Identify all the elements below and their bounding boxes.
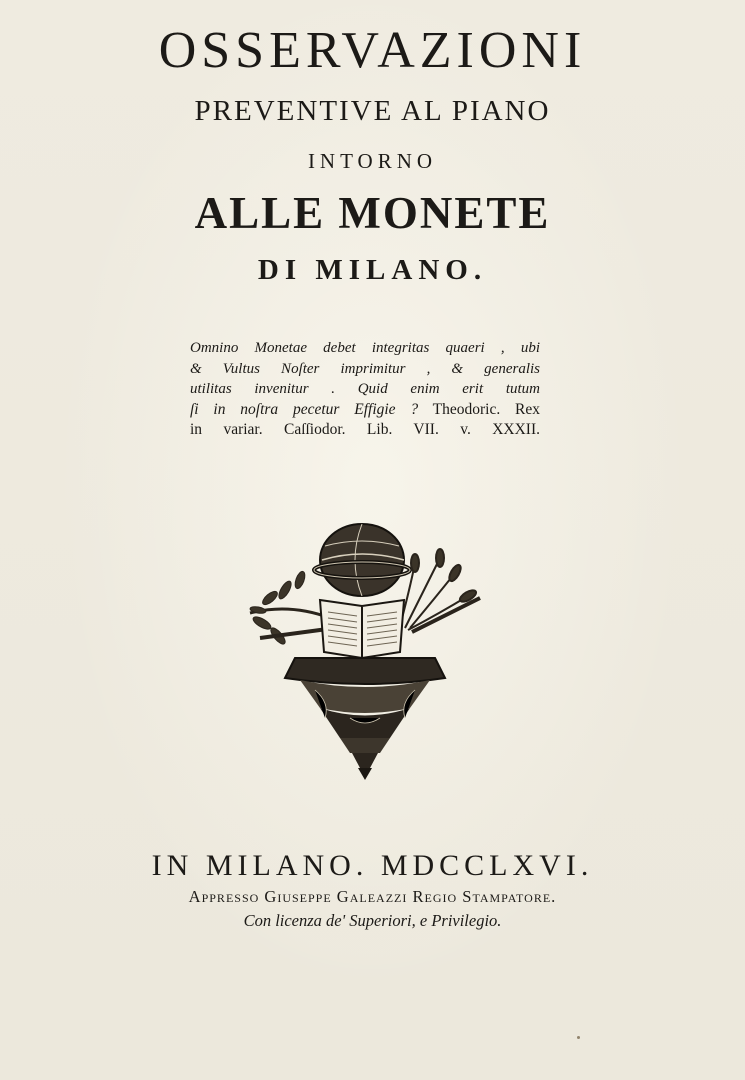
epigraph-source: in variar. Caſſiodor. Lib. VII. v. XXXII.: [190, 421, 540, 438]
epigraph-line-4-italic: ſi in noſtra pecetur Effigie ?: [190, 400, 419, 418]
imprint-printer: Appresso Giuseppe Galeazzi Regio Stampatore.: [188, 887, 557, 906]
epigraph-line-4: [190, 400, 540, 421]
title-line-3: INTORNO: [307, 149, 438, 173]
imprint-place-date: IN MILANO. MDCCLXVI.: [151, 849, 594, 882]
open-book-icon: [320, 600, 404, 658]
epigraph-line-1: Omnino Monetae debet integritas quaeri , ubi: [190, 340, 540, 356]
epigraph-line-2: & Vultus Noſter imprimitur , & generalis: [190, 360, 540, 377]
printers-ornament-icon: [240, 518, 490, 783]
wheat-sheaf-icon: [400, 549, 480, 632]
epigraph: [190, 338, 540, 441]
title-line-2: PREVENTIVE AL PIANO: [194, 95, 551, 127]
title-line-5: DI MILANO.: [257, 254, 488, 286]
epigraph-attribution: Theodoric. Rex: [432, 400, 540, 418]
epigraph-line-3: utilitas invenitur . Quid enim erit tutum: [190, 381, 540, 397]
globe-icon: [314, 524, 410, 596]
title-line-4: ALLE MONETE: [194, 188, 551, 238]
pedestal-icon: [285, 658, 445, 780]
title-line-1: OSSERVAZIONI: [158, 22, 587, 79]
paper-speck: [577, 1036, 580, 1039]
imprint-license: Con licenza de' Superiori, e Privilegio.: [243, 911, 502, 930]
